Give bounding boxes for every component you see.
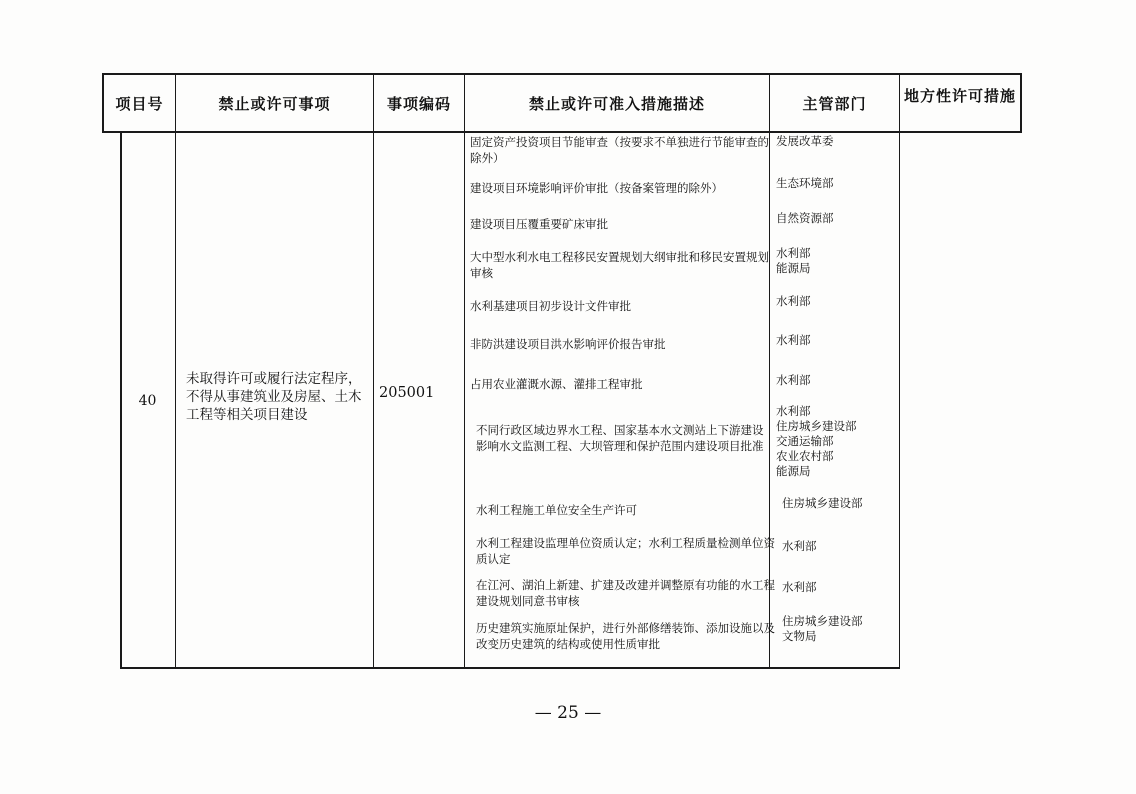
- item-description: 未取得许可或履行法定程序，不得从事建筑业及房屋、土木工程等相关项目建设: [186, 371, 362, 423]
- page-number: — 25 —: [534, 703, 602, 723]
- col-divider-2: [373, 73, 374, 669]
- header-bottom-border: [102, 131, 1022, 133]
- dept-10: 水利部: [782, 539, 817, 553]
- header-measures: 禁止或许可准入措施描述: [528, 94, 705, 113]
- header-item-no: 项目号: [115, 94, 164, 113]
- col-divider-3: [464, 73, 465, 669]
- dept-12: 住房城乡建设部 文物局: [782, 614, 863, 643]
- header-item: 禁止或许可事项: [218, 94, 331, 113]
- measure-5: 水利基建项目初步设计文件审批: [470, 299, 631, 313]
- table-bottom-border: [120, 667, 900, 669]
- measure-9: 水利工程施工单位安全生产许可: [476, 503, 637, 517]
- measure-4: 大中型水利水电工程移民安置规划大纲审批和移民安置规划审核: [470, 250, 769, 280]
- dept-5: 水利部: [776, 294, 811, 308]
- header-code: 事项编码: [386, 94, 451, 113]
- item-code: 205001: [379, 385, 435, 401]
- measure-2: 建设项目环境影响评价审批（按备案管理的除外）: [470, 181, 723, 195]
- dept-6: 水利部: [776, 333, 811, 347]
- measure-1: 固定资产投资项目节能审查（按要求不单独进行节能审查的除外）: [470, 135, 769, 165]
- header-local-measures: 地方性许可措施: [903, 86, 1016, 105]
- measure-10: 水利工程建设监理单位资质认定；水利工程质量检测单位资质认定: [476, 536, 775, 566]
- dept-9: 住房城乡建设部: [782, 496, 863, 510]
- measure-11: 在江河、湖泊上新建、扩建及改建并调整原有功能的水工程建设规划同意书审核: [476, 578, 775, 608]
- item-number: 40: [138, 393, 157, 409]
- table-right-border: [1020, 73, 1022, 133]
- col-divider-1: [175, 73, 176, 669]
- dept-7: 水利部: [776, 373, 811, 387]
- dept-11: 水利部: [782, 580, 817, 594]
- measure-12: 历史建筑实施原址保护，进行外部修缮装饰、添加设施以及改变历史建筑的结构或使用性质审批: [476, 621, 775, 651]
- measure-7: 占用农业灌溉水源、灌排工程审批: [470, 377, 643, 391]
- measure-6: 非防洪建设项目洪水影响评价报告审批: [470, 337, 666, 351]
- measure-8: 不同行政区域边界水工程、国家基本水文测站上下游建设影响水文监测工程、大坝管理和保护范围内建设项目批准: [476, 423, 764, 453]
- dept-4: 水利部 能源局: [776, 246, 811, 275]
- measure-3: 建设项目压覆重要矿床审批: [470, 217, 608, 231]
- dept-1: 发展改革委: [776, 134, 834, 148]
- header-dept: 主管部门: [802, 94, 867, 113]
- dept-3: 自然资源部: [776, 211, 834, 225]
- dept-8: 水利部 住房城乡建设部 交通运输部 农业农村部 能源局: [776, 404, 857, 478]
- dept-2: 生态环境部: [776, 176, 834, 190]
